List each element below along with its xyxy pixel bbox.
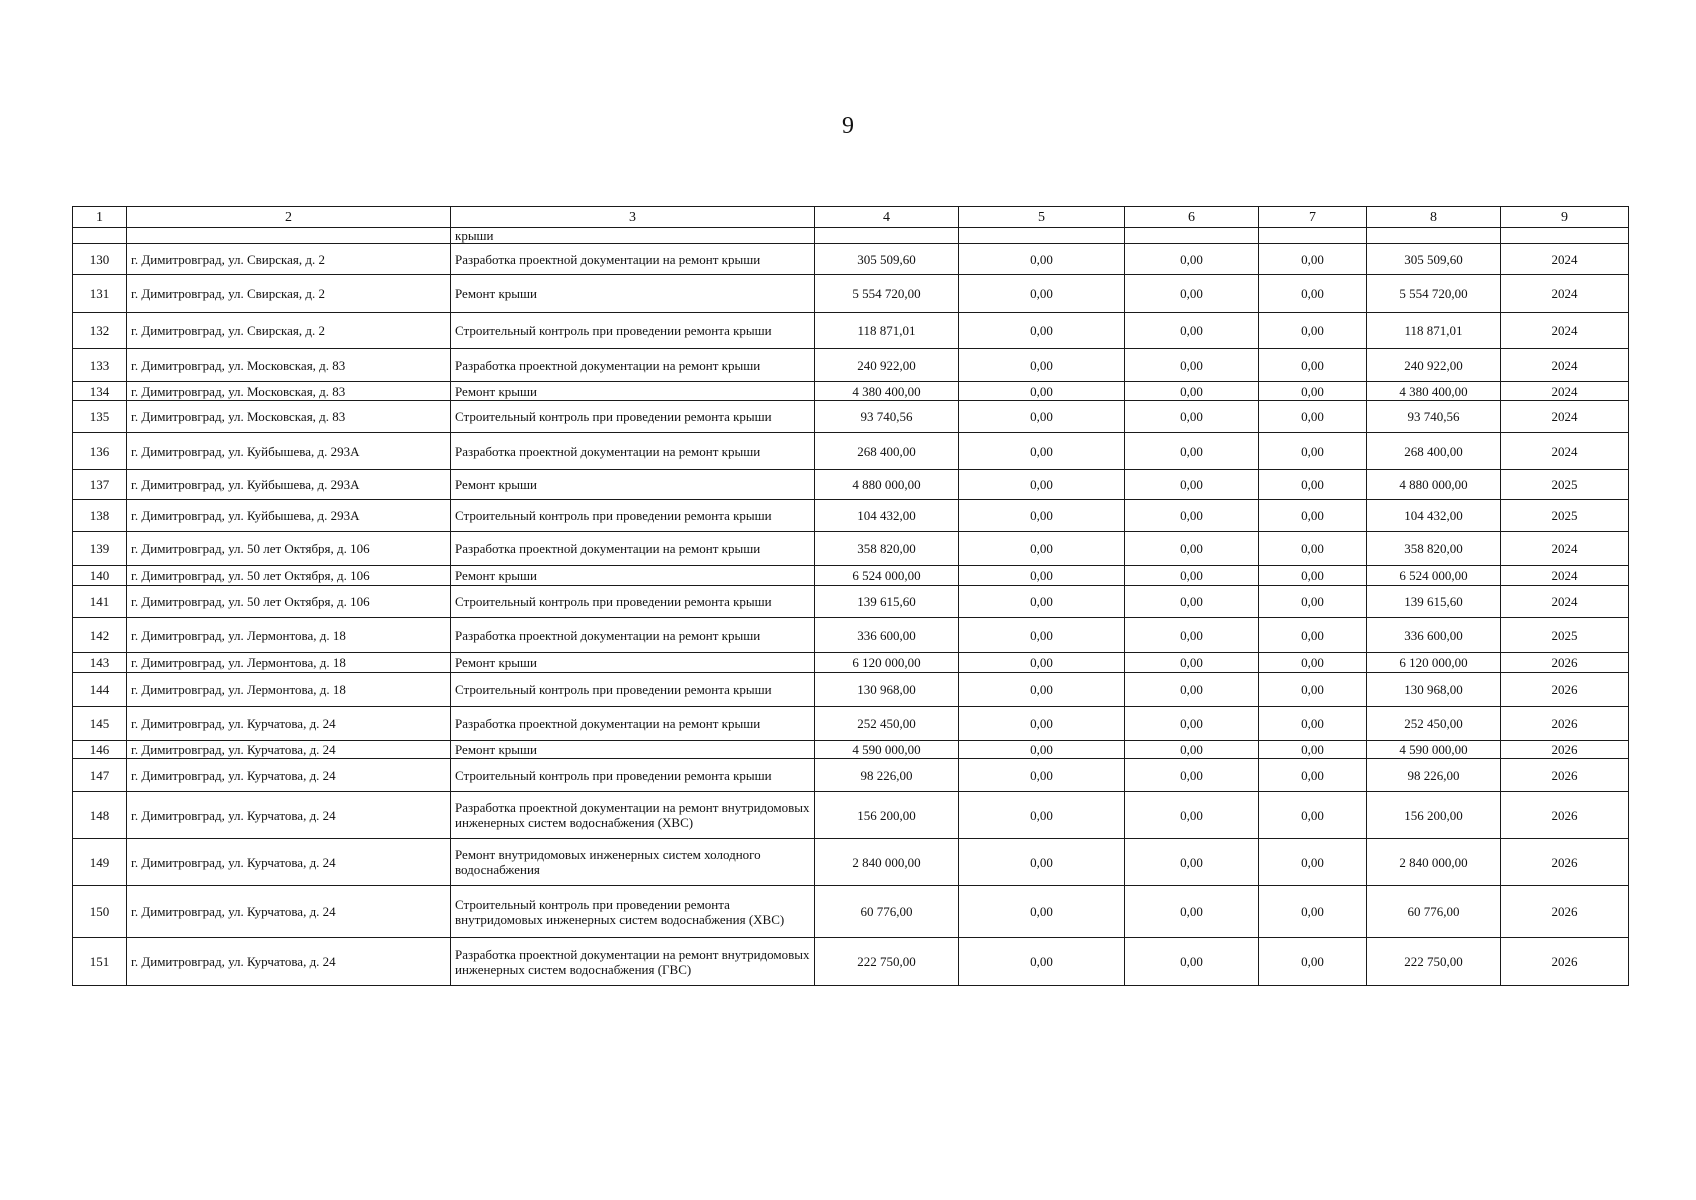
total-cost-cell: 130 968,00	[815, 673, 959, 707]
year-cell: 2026	[1501, 886, 1629, 938]
column-6-value: 0,00	[1125, 741, 1259, 759]
table-row	[73, 886, 1629, 938]
year-cell: 2026	[1501, 707, 1629, 741]
column-6-value: 0,00	[1125, 707, 1259, 741]
work-type-cell: Разработка проектной документации на ремонт крыши	[451, 244, 815, 275]
column-5-value: 0,00	[959, 839, 1125, 886]
column-5-value: 0,00	[959, 653, 1125, 673]
column-7-value: 0,00	[1259, 433, 1367, 470]
column-6-value: 0,00	[1125, 886, 1259, 938]
work-type-cell: Разработка проектной документации на ремонт крыши	[451, 532, 815, 566]
year-cell: 2026	[1501, 741, 1629, 759]
work-type-cell: Разработка проектной документации на ремонт крыши	[451, 707, 815, 741]
year-cell: 2024	[1501, 586, 1629, 618]
address-cell: г. Димитровград, ул. 50 лет Октября, д. 106	[127, 532, 451, 566]
column-6-value: 0,00	[1125, 566, 1259, 586]
column-header: 7	[1259, 207, 1367, 228]
total-cost-cell: 2 840 000,00	[815, 839, 959, 886]
work-type-cell: Ремонт крыши	[451, 566, 815, 586]
column-5-value: 0,00	[959, 707, 1125, 741]
row-number: 144	[73, 673, 127, 707]
column-8-value: 222 750,00	[1367, 938, 1501, 986]
column-8-value: 240 922,00	[1367, 349, 1501, 382]
row-number: 133	[73, 349, 127, 382]
repair-schedule-table-wrapper	[72, 206, 1628, 986]
total-cost-cell: 5 554 720,00	[815, 275, 959, 313]
table-row	[73, 349, 1629, 382]
total-cost-cell: 156 200,00	[815, 792, 959, 839]
year-cell: 2026	[1501, 938, 1629, 986]
column-5-value: 0,00	[959, 275, 1125, 313]
column-5-value: 0,00	[959, 618, 1125, 653]
total-cost-cell: 4 590 000,00	[815, 741, 959, 759]
continuation-cell	[1259, 228, 1367, 244]
column-7-value: 0,00	[1259, 741, 1367, 759]
column-header: 6	[1125, 207, 1259, 228]
row-number: 137	[73, 470, 127, 500]
work-type-cell: Строительный контроль при проведении ремонта крыши	[451, 401, 815, 433]
column-5-value: 0,00	[959, 586, 1125, 618]
table-row	[73, 759, 1629, 792]
work-type-cell: Разработка проектной документации на ремонт крыши	[451, 618, 815, 653]
year-cell: 2024	[1501, 349, 1629, 382]
table-row	[73, 244, 1629, 275]
continuation-cell	[959, 228, 1125, 244]
column-8-value: 60 776,00	[1367, 886, 1501, 938]
work-type-cell: Ремонт крыши	[451, 653, 815, 673]
column-7-value: 0,00	[1259, 244, 1367, 275]
column-6-value: 0,00	[1125, 618, 1259, 653]
row-number: 132	[73, 313, 127, 349]
address-cell: г. Димитровград, ул. Курчатова, д. 24	[127, 759, 451, 792]
total-cost-cell: 358 820,00	[815, 532, 959, 566]
column-6-value: 0,00	[1125, 401, 1259, 433]
table-row	[73, 313, 1629, 349]
column-6-value: 0,00	[1125, 313, 1259, 349]
year-cell: 2026	[1501, 839, 1629, 886]
table-row	[73, 470, 1629, 500]
work-type-cell: Ремонт крыши	[451, 470, 815, 500]
address-cell: г. Димитровград, ул. 50 лет Октября, д. 106	[127, 586, 451, 618]
column-8-value: 305 509,60	[1367, 244, 1501, 275]
table-row	[73, 938, 1629, 986]
row-number: 131	[73, 275, 127, 313]
total-cost-cell: 4 380 400,00	[815, 382, 959, 401]
column-7-value: 0,00	[1259, 401, 1367, 433]
row-number: 146	[73, 741, 127, 759]
year-cell: 2024	[1501, 532, 1629, 566]
column-5-value: 0,00	[959, 433, 1125, 470]
year-cell: 2024	[1501, 401, 1629, 433]
column-7-value: 0,00	[1259, 566, 1367, 586]
address-cell: г. Димитровград, ул. Курчатова, д. 24	[127, 741, 451, 759]
column-7-value: 0,00	[1259, 275, 1367, 313]
total-cost-cell: 305 509,60	[815, 244, 959, 275]
column-5-value: 0,00	[959, 792, 1125, 839]
work-type-cell: Разработка проектной документации на ремонт крыши	[451, 349, 815, 382]
column-5-value: 0,00	[959, 673, 1125, 707]
table-row	[73, 275, 1629, 313]
table-row	[73, 673, 1629, 707]
column-8-value: 336 600,00	[1367, 618, 1501, 653]
column-5-value: 0,00	[959, 470, 1125, 500]
work-type-cell: Строительный контроль при проведении ремонта крыши	[451, 673, 815, 707]
column-8-value: 104 432,00	[1367, 500, 1501, 532]
year-cell: 2026	[1501, 653, 1629, 673]
table-row	[73, 586, 1629, 618]
column-5-value: 0,00	[959, 566, 1125, 586]
address-cell: г. Димитровград, ул. Свирская, д. 2	[127, 244, 451, 275]
work-type-cell: Строительный контроль при проведении ремонта крыши	[451, 500, 815, 532]
column-5-value: 0,00	[959, 244, 1125, 275]
column-6-value: 0,00	[1125, 275, 1259, 313]
year-cell: 2024	[1501, 382, 1629, 401]
column-header: 4	[815, 207, 959, 228]
year-cell: 2024	[1501, 566, 1629, 586]
repair-schedule-table	[72, 206, 1629, 986]
continuation-text: крыши	[451, 228, 815, 244]
continuation-row	[73, 228, 1629, 244]
column-6-value: 0,00	[1125, 673, 1259, 707]
row-number: 139	[73, 532, 127, 566]
year-cell: 2026	[1501, 673, 1629, 707]
table-row	[73, 566, 1629, 586]
column-6-value: 0,00	[1125, 244, 1259, 275]
year-cell: 2024	[1501, 275, 1629, 313]
row-number: 138	[73, 500, 127, 532]
row-number: 151	[73, 938, 127, 986]
column-5-value: 0,00	[959, 382, 1125, 401]
column-header: 2	[127, 207, 451, 228]
column-8-value: 252 450,00	[1367, 707, 1501, 741]
year-cell: 2025	[1501, 470, 1629, 500]
column-5-value: 0,00	[959, 938, 1125, 986]
address-cell: г. Димитровград, ул. Куйбышева, д. 293А	[127, 470, 451, 500]
year-cell: 2026	[1501, 759, 1629, 792]
column-7-value: 0,00	[1259, 673, 1367, 707]
work-type-cell: Строительный контроль при проведении ремонта крыши	[451, 313, 815, 349]
column-7-value: 0,00	[1259, 313, 1367, 349]
address-cell: г. Димитровград, ул. Свирская, д. 2	[127, 275, 451, 313]
table-row	[73, 500, 1629, 532]
table-row	[73, 382, 1629, 401]
column-8-value: 358 820,00	[1367, 532, 1501, 566]
row-number: 141	[73, 586, 127, 618]
column-8-value: 98 226,00	[1367, 759, 1501, 792]
column-6-value: 0,00	[1125, 938, 1259, 986]
column-6-value: 0,00	[1125, 382, 1259, 401]
address-cell: г. Димитровград, ул. Курчатова, д. 24	[127, 792, 451, 839]
column-8-value: 118 871,01	[1367, 313, 1501, 349]
table-row	[73, 839, 1629, 886]
work-type-cell: Строительный контроль при проведении ремонта крыши	[451, 586, 815, 618]
column-8-value: 156 200,00	[1367, 792, 1501, 839]
column-8-value: 268 400,00	[1367, 433, 1501, 470]
row-number: 130	[73, 244, 127, 275]
total-cost-cell: 240 922,00	[815, 349, 959, 382]
column-header: 9	[1501, 207, 1629, 228]
address-cell: г. Димитровград, ул. Свирская, д. 2	[127, 313, 451, 349]
table-row	[73, 618, 1629, 653]
column-5-value: 0,00	[959, 532, 1125, 566]
column-7-value: 0,00	[1259, 707, 1367, 741]
column-7-value: 0,00	[1259, 886, 1367, 938]
year-cell: 2024	[1501, 244, 1629, 275]
total-cost-cell: 93 740,56	[815, 401, 959, 433]
address-cell: г. Димитровград, ул. Куйбышева, д. 293А	[127, 500, 451, 532]
column-8-value: 6 120 000,00	[1367, 653, 1501, 673]
year-cell: 2025	[1501, 500, 1629, 532]
table-body	[73, 228, 1629, 986]
column-6-value: 0,00	[1125, 759, 1259, 792]
work-type-cell: Строительный контроль при проведении ремонта внутридомовых инженерных систем водоснабжения (ХВС)	[451, 886, 815, 938]
column-7-value: 0,00	[1259, 349, 1367, 382]
column-8-value: 6 524 000,00	[1367, 566, 1501, 586]
column-header: 5	[959, 207, 1125, 228]
address-cell: г. Димитровград, ул. Курчатова, д. 24	[127, 839, 451, 886]
column-8-value: 130 968,00	[1367, 673, 1501, 707]
column-number-header-row	[73, 207, 1629, 228]
table-row	[73, 707, 1629, 741]
table-row	[73, 653, 1629, 673]
column-5-value: 0,00	[959, 349, 1125, 382]
row-number: 145	[73, 707, 127, 741]
column-7-value: 0,00	[1259, 792, 1367, 839]
address-cell: г. Димитровград, ул. Лермонтова, д. 18	[127, 618, 451, 653]
total-cost-cell: 104 432,00	[815, 500, 959, 532]
column-7-value: 0,00	[1259, 500, 1367, 532]
address-cell: г. Димитровград, ул. 50 лет Октября, д. 106	[127, 566, 451, 586]
total-cost-cell: 6 524 000,00	[815, 566, 959, 586]
table-row	[73, 532, 1629, 566]
row-number: 147	[73, 759, 127, 792]
column-6-value: 0,00	[1125, 792, 1259, 839]
column-6-value: 0,00	[1125, 500, 1259, 532]
work-type-cell: Ремонт крыши	[451, 741, 815, 759]
continuation-cell	[1367, 228, 1501, 244]
work-type-cell: Строительный контроль при проведении ремонта крыши	[451, 759, 815, 792]
column-6-value: 0,00	[1125, 470, 1259, 500]
total-cost-cell: 252 450,00	[815, 707, 959, 741]
column-5-value: 0,00	[959, 313, 1125, 349]
column-8-value: 93 740,56	[1367, 401, 1501, 433]
column-6-value: 0,00	[1125, 433, 1259, 470]
row-number: 136	[73, 433, 127, 470]
column-5-value: 0,00	[959, 886, 1125, 938]
work-type-cell: Разработка проектной документации на ремонт внутридомовых инженерных систем водоснабжения (ГВС)	[451, 938, 815, 986]
column-5-value: 0,00	[959, 401, 1125, 433]
column-7-value: 0,00	[1259, 839, 1367, 886]
address-cell: г. Димитровград, ул. Курчатова, д. 24	[127, 707, 451, 741]
table-row	[73, 741, 1629, 759]
column-7-value: 0,00	[1259, 470, 1367, 500]
column-8-value: 2 840 000,00	[1367, 839, 1501, 886]
work-type-cell: Разработка проектной документации на ремонт внутридомовых инженерных систем водоснабжения (ХВС)	[451, 792, 815, 839]
address-cell: г. Димитровград, ул. Лермонтова, д. 18	[127, 673, 451, 707]
total-cost-cell: 60 776,00	[815, 886, 959, 938]
column-7-value: 0,00	[1259, 382, 1367, 401]
total-cost-cell: 222 750,00	[815, 938, 959, 986]
column-7-value: 0,00	[1259, 532, 1367, 566]
column-7-value: 0,00	[1259, 653, 1367, 673]
column-8-value: 4 590 000,00	[1367, 741, 1501, 759]
year-cell: 2026	[1501, 792, 1629, 839]
address-cell: г. Димитровград, ул. Московская, д. 83	[127, 401, 451, 433]
address-cell: г. Димитровград, ул. Московская, д. 83	[127, 382, 451, 401]
continuation-cell	[1501, 228, 1629, 244]
page-number: 9	[842, 113, 854, 139]
column-6-value: 0,00	[1125, 839, 1259, 886]
column-6-value: 0,00	[1125, 653, 1259, 673]
row-number: 149	[73, 839, 127, 886]
table-row	[73, 792, 1629, 839]
total-cost-cell: 336 600,00	[815, 618, 959, 653]
column-8-value: 4 380 400,00	[1367, 382, 1501, 401]
row-number: 148	[73, 792, 127, 839]
column-5-value: 0,00	[959, 500, 1125, 532]
column-header: 1	[73, 207, 127, 228]
column-7-value: 0,00	[1259, 759, 1367, 792]
address-cell: г. Димитровград, ул. Лермонтова, д. 18	[127, 653, 451, 673]
row-number: 143	[73, 653, 127, 673]
total-cost-cell: 268 400,00	[815, 433, 959, 470]
continuation-cell	[73, 228, 127, 244]
column-8-value: 139 615,60	[1367, 586, 1501, 618]
work-type-cell: Ремонт внутридомовых инженерных систем холодного водоснабжения	[451, 839, 815, 886]
column-7-value: 0,00	[1259, 618, 1367, 653]
column-6-value: 0,00	[1125, 586, 1259, 618]
work-type-cell: Ремонт крыши	[451, 382, 815, 401]
total-cost-cell: 98 226,00	[815, 759, 959, 792]
total-cost-cell: 139 615,60	[815, 586, 959, 618]
address-cell: г. Димитровград, ул. Курчатова, д. 24	[127, 938, 451, 986]
column-5-value: 0,00	[959, 741, 1125, 759]
year-cell: 2025	[1501, 618, 1629, 653]
row-number: 135	[73, 401, 127, 433]
continuation-cell	[815, 228, 959, 244]
address-cell: г. Димитровград, ул. Куйбышева, д. 293А	[127, 433, 451, 470]
column-header: 8	[1367, 207, 1501, 228]
row-number: 140	[73, 566, 127, 586]
column-8-value: 5 554 720,00	[1367, 275, 1501, 313]
column-7-value: 0,00	[1259, 586, 1367, 618]
continuation-cell	[1125, 228, 1259, 244]
work-type-cell: Ремонт крыши	[451, 275, 815, 313]
row-number: 142	[73, 618, 127, 653]
continuation-cell	[127, 228, 451, 244]
column-header: 3	[451, 207, 815, 228]
row-number: 150	[73, 886, 127, 938]
row-number: 134	[73, 382, 127, 401]
address-cell: г. Димитровград, ул. Московская, д. 83	[127, 349, 451, 382]
work-type-cell: Разработка проектной документации на ремонт крыши	[451, 433, 815, 470]
total-cost-cell: 6 120 000,00	[815, 653, 959, 673]
column-6-value: 0,00	[1125, 532, 1259, 566]
column-6-value: 0,00	[1125, 349, 1259, 382]
year-cell: 2024	[1501, 313, 1629, 349]
column-8-value: 4 880 000,00	[1367, 470, 1501, 500]
table-row	[73, 401, 1629, 433]
table-row	[73, 433, 1629, 470]
total-cost-cell: 118 871,01	[815, 313, 959, 349]
column-7-value: 0,00	[1259, 938, 1367, 986]
column-5-value: 0,00	[959, 759, 1125, 792]
year-cell: 2024	[1501, 433, 1629, 470]
total-cost-cell: 4 880 000,00	[815, 470, 959, 500]
address-cell: г. Димитровград, ул. Курчатова, д. 24	[127, 886, 451, 938]
